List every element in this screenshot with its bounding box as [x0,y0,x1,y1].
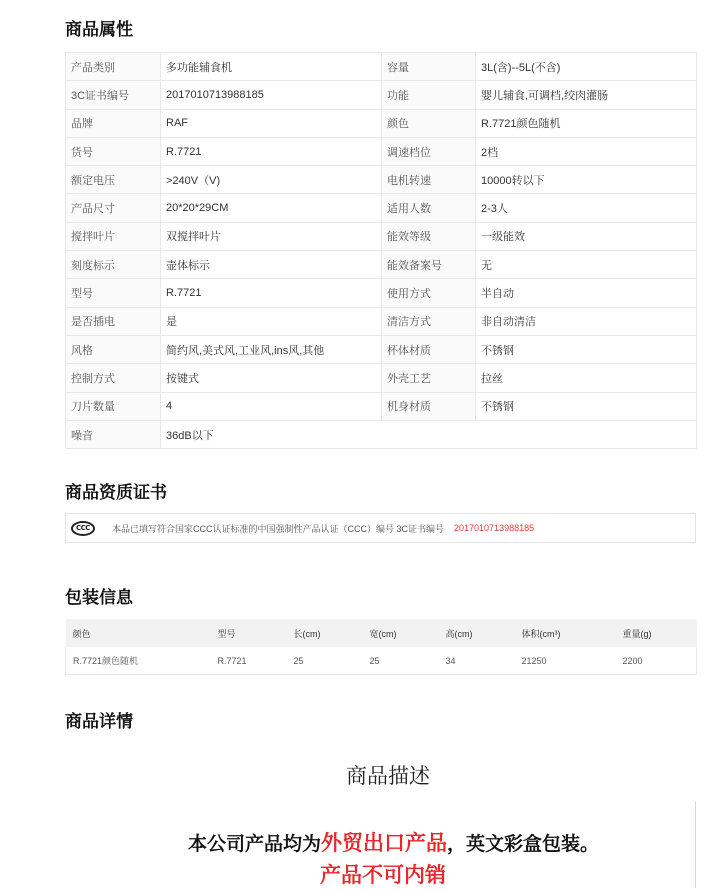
attribute-row [66,251,697,279]
attribute-label: 清洁方式 [382,307,476,335]
attribute-label: 功能 [382,81,476,109]
packaging-table [65,619,697,675]
attribute-row [66,222,697,250]
attribute-row [66,194,697,222]
notice-suffix: ，英文彩盒包装。 [447,834,600,855]
attribute-label: 容量 [382,53,476,81]
packaging-section-title: 包装信息 [65,588,133,607]
packaging-cell: R.7721颜色随机 [66,647,211,675]
attribute-label: 搅拌叶片 [66,222,161,250]
attribute-label: 杯体材质 [382,335,476,363]
packaging-cell: 21250 [515,647,616,675]
packaging-header-cell: 高(cm) [439,619,515,647]
attribute-row [66,137,697,165]
packaging-header-cell: 型号 [211,619,287,647]
attribute-value: 10000转以下 [476,166,697,194]
attributes-table [65,52,697,449]
attribute-value: 2-3人 [476,194,697,222]
packaging-header-cell: 颜色 [66,619,211,647]
attribute-value: 非自动清洁 [476,307,697,335]
ccc-logo-icon: CCC [71,521,95,536]
attribute-value: R.7721颜色随机 [476,109,697,137]
attribute-value: RAF [161,109,382,137]
attribute-row [66,109,697,137]
description-heading: 商品描述 [346,764,430,788]
attribute-value: >240V（V) [161,166,382,194]
attribute-value: 不锈钢 [476,392,697,420]
attribute-value: 多功能辅食机 [161,53,382,81]
attribute-value: 一级能效 [476,222,697,250]
attributes-section-title: 商品属性 [65,20,133,39]
packaging-header-cell: 长(cm) [287,619,363,647]
attribute-value: 4 [161,392,382,420]
attribute-label: 调速档位 [382,137,476,165]
attribute-label: 风格 [66,335,161,363]
attribute-row [66,279,697,307]
attribute-row [66,335,697,363]
packaging-cell: 2200 [616,647,697,675]
attribute-label: 刻度标示 [66,251,161,279]
attribute-value: 半自动 [476,279,697,307]
notice-highlight: 外贸出口产品 [321,831,448,855]
attribute-value: R.7721 [161,137,382,165]
attribute-label: 外壳工艺 [382,364,476,392]
attribute-value: 双搅拌叶片 [161,222,382,250]
attribute-label: 产品尺寸 [66,194,161,222]
attribute-value: 无 [476,251,697,279]
attribute-value: 36dB以下 [161,420,697,448]
attribute-row [66,307,697,335]
attribute-label: 品牌 [66,109,161,137]
attribute-value: 按键式 [161,364,382,392]
attribute-label: 机身材质 [382,392,476,420]
attribute-value: 3L(含)--5L(不含) [476,53,697,81]
attribute-row [66,420,697,448]
detail-divider [695,801,696,888]
attribute-row [66,166,697,194]
attribute-value: R.7721 [161,279,382,307]
packaging-header-cell: 宽(cm) [363,619,439,647]
attribute-label: 3C证书编号 [66,81,161,109]
attribute-value: 2档 [476,137,697,165]
packaging-row [66,647,697,675]
certificate-number: 2017010713988185 [454,523,535,533]
attribute-label: 电机转速 [382,166,476,194]
certificate-text: 本品已填写符合国家CCC认证标准的中国强制性产品认证（CCC）编号 3C证书编号 [112,523,445,534]
details-section-title: 商品详情 [65,712,133,731]
packaging-header-cell: 重量(g) [616,619,697,647]
attribute-value: 简约风,美式风,工业风,ins风,其他 [161,335,382,363]
packaging-cell: R.7721 [211,647,287,675]
attribute-value: 不锈钢 [476,335,697,363]
attribute-value: 壶体标示 [161,251,382,279]
export-notice-line [188,827,599,857]
packaging-header-row [66,619,697,647]
domestic-sale-notice: 产品不可内销 [320,863,446,887]
attribute-row [66,53,697,81]
attribute-row [66,392,697,420]
attribute-value: 20*20*29CM [161,194,382,222]
attribute-label: 适用人数 [382,194,476,222]
attribute-label: 产品类别 [66,53,161,81]
attribute-label: 刀片数量 [66,392,161,420]
attribute-label: 能效备案号 [382,251,476,279]
attribute-label: 能效等级 [382,222,476,250]
packaging-cell: 25 [287,647,363,675]
attribute-label: 噪音 [66,420,161,448]
certificate-box [65,513,696,543]
attribute-value: 婴儿辅食,可调档,绞肉灌肠 [476,81,697,109]
attribute-label: 型号 [66,279,161,307]
packaging-cell: 34 [439,647,515,675]
attribute-row [66,81,697,109]
attribute-value: 是 [161,307,382,335]
attribute-label: 货号 [66,137,161,165]
notice-prefix: 本公司产品均为 [188,834,322,855]
attribute-label: 是否插电 [66,307,161,335]
attribute-label: 使用方式 [382,279,476,307]
attribute-label: 颜色 [382,109,476,137]
attribute-label: 额定电压 [66,166,161,194]
certificate-section-title: 商品资质证书 [65,483,167,502]
attribute-label: 控制方式 [66,364,161,392]
attribute-value: 拉丝 [476,364,697,392]
packaging-header-cell: 体积(cm³) [515,619,616,647]
packaging-cell: 25 [363,647,439,675]
attribute-value: 2017010713988185 [161,81,382,109]
attribute-row [66,364,697,392]
